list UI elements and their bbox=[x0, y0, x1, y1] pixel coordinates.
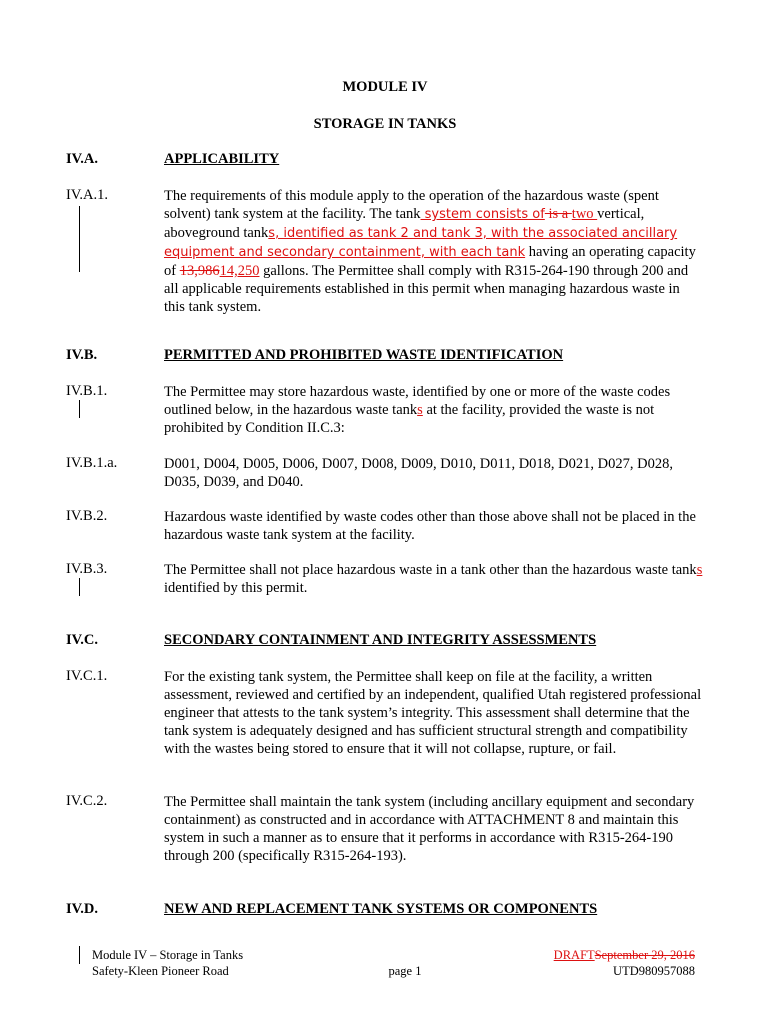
epa-id-number: UTD980957088 bbox=[613, 964, 695, 978]
paragraph-number-iv-b-1-a: IV.B.1.a. bbox=[66, 455, 118, 471]
section-number-iv-a: IV.A. bbox=[66, 151, 98, 167]
section-heading-secondary-containment: SECONDARY CONTAINMENT AND INTEGRITY ASSESSMENTS bbox=[164, 632, 597, 648]
footer-module-name: Module IV – Storage in Tanks bbox=[92, 948, 244, 962]
paragraph-iv-b-2: Hazardous waste identified by waste codes other than those above shall not be placed in the hazardous waste tank system at the facility. bbox=[164, 509, 696, 543]
inserted-text: s, identified as tank 2 and tank 3, with the associated ancillary equipment and secondary containment, with each tank bbox=[164, 226, 678, 260]
paragraph-iv-b-1-a: D001, D004, D005, D006, D007, D008, D009, D010, D011, D018, D021, D027, D028, D035, D039, and D040. bbox=[164, 456, 673, 490]
page-number: page 1 bbox=[388, 964, 422, 978]
paragraph-iv-c-1: For the existing tank system, the Permittee shall keep on file at the facility, a written assessment, reviewed and certified by an independent, qualified Utah registered professional engineer that attests to the tank system’s integrity. This assessment shall determine that the tank system is adequately designed and has sufficient structural strength and compatibility with the wastes being stored to ensure that it will not collapse, rupture, or fail. bbox=[164, 669, 702, 757]
footer-left bbox=[92, 947, 243, 979]
change-bar bbox=[79, 946, 80, 964]
deleted-text: is a bbox=[544, 206, 572, 222]
paragraph-number-iv-c-2: IV.C.2. bbox=[66, 793, 108, 809]
paragraph-number-iv-b-3: IV.B.3. bbox=[66, 561, 108, 577]
change-bar bbox=[79, 578, 80, 596]
change-bar bbox=[79, 206, 80, 272]
footer-facility-name: Safety-Kleen Pioneer Road bbox=[92, 964, 229, 978]
inserted-text: s bbox=[417, 402, 423, 418]
inserted-text: 14,250 bbox=[219, 263, 260, 279]
paragraph-iv-b-3: The Permittee shall not place hazardous waste in a tank other than the hazardous waste tanks identified by this permit. bbox=[164, 562, 703, 596]
module-subtitle: STORAGE IN TANKS bbox=[313, 116, 457, 132]
paragraph-iv-b-1: The Permittee may store hazardous waste, identified by one or more of the waste codes outlined below, in the hazardous waste tanks at the facility, provided the waste is not prohibited by Condition II.C.3: bbox=[164, 384, 671, 436]
section-heading-applicability: APPLICABILITY bbox=[164, 151, 280, 167]
inserted-text: system consists of bbox=[420, 207, 545, 222]
paragraph-number-iv-a-1: IV.A.1. bbox=[66, 187, 109, 203]
section-heading-new-replacement-tanks: NEW AND REPLACEMENT TANK SYSTEMS OR COMPONENTS bbox=[164, 901, 598, 917]
section-number-iv-d: IV.D. bbox=[66, 901, 98, 917]
paragraph-number-iv-b-1: IV.B.1. bbox=[66, 383, 108, 399]
section-heading-waste-identification: PERMITTED AND PROHIBITED WASTE IDENTIFICATION bbox=[164, 347, 564, 363]
deleted-date: September 29, 2016 bbox=[594, 948, 695, 962]
paragraph-number-iv-c-1: IV.C.1. bbox=[66, 668, 108, 684]
inserted-text: two bbox=[571, 206, 598, 222]
section-number-iv-b: IV.B. bbox=[66, 347, 98, 363]
draft-label: DRAFT bbox=[553, 948, 595, 962]
paragraph-number-iv-b-2: IV.B.2. bbox=[66, 508, 108, 524]
footer-right bbox=[480, 947, 695, 979]
section-number-iv-c: IV.C. bbox=[66, 632, 98, 648]
deleted-text: 13,986 bbox=[179, 263, 220, 279]
paragraph-iv-a-1: The requirements of this module apply to the operation of the hazardous waste (spent solvent) tank system at the facility. The tank system consists of is a two vertical, aboveground tanks, identified as tank 2 and tank 3, with the associated ancillary equipment and secondary containment, with each tank having an operating capacity of 13,98614,250 gallons. The Permittee shall comply with R315-264-190 through 200 and all applicable requirements established in this permit when managing hazardous waste in this tank system. bbox=[164, 188, 696, 315]
change-bar bbox=[79, 400, 80, 418]
inserted-text: s bbox=[696, 562, 703, 578]
module-title: MODULE IV bbox=[342, 79, 428, 95]
paragraph-iv-c-2: The Permittee shall maintain the tank system (including ancillary equipment and secondary containment) as constructed and in accordance with ATTACHMENT 8 and maintain this system in such a manner as to ensure that it performs in accordance with R315-264-190 through 200 (specifically R315-264-193). bbox=[164, 794, 695, 864]
